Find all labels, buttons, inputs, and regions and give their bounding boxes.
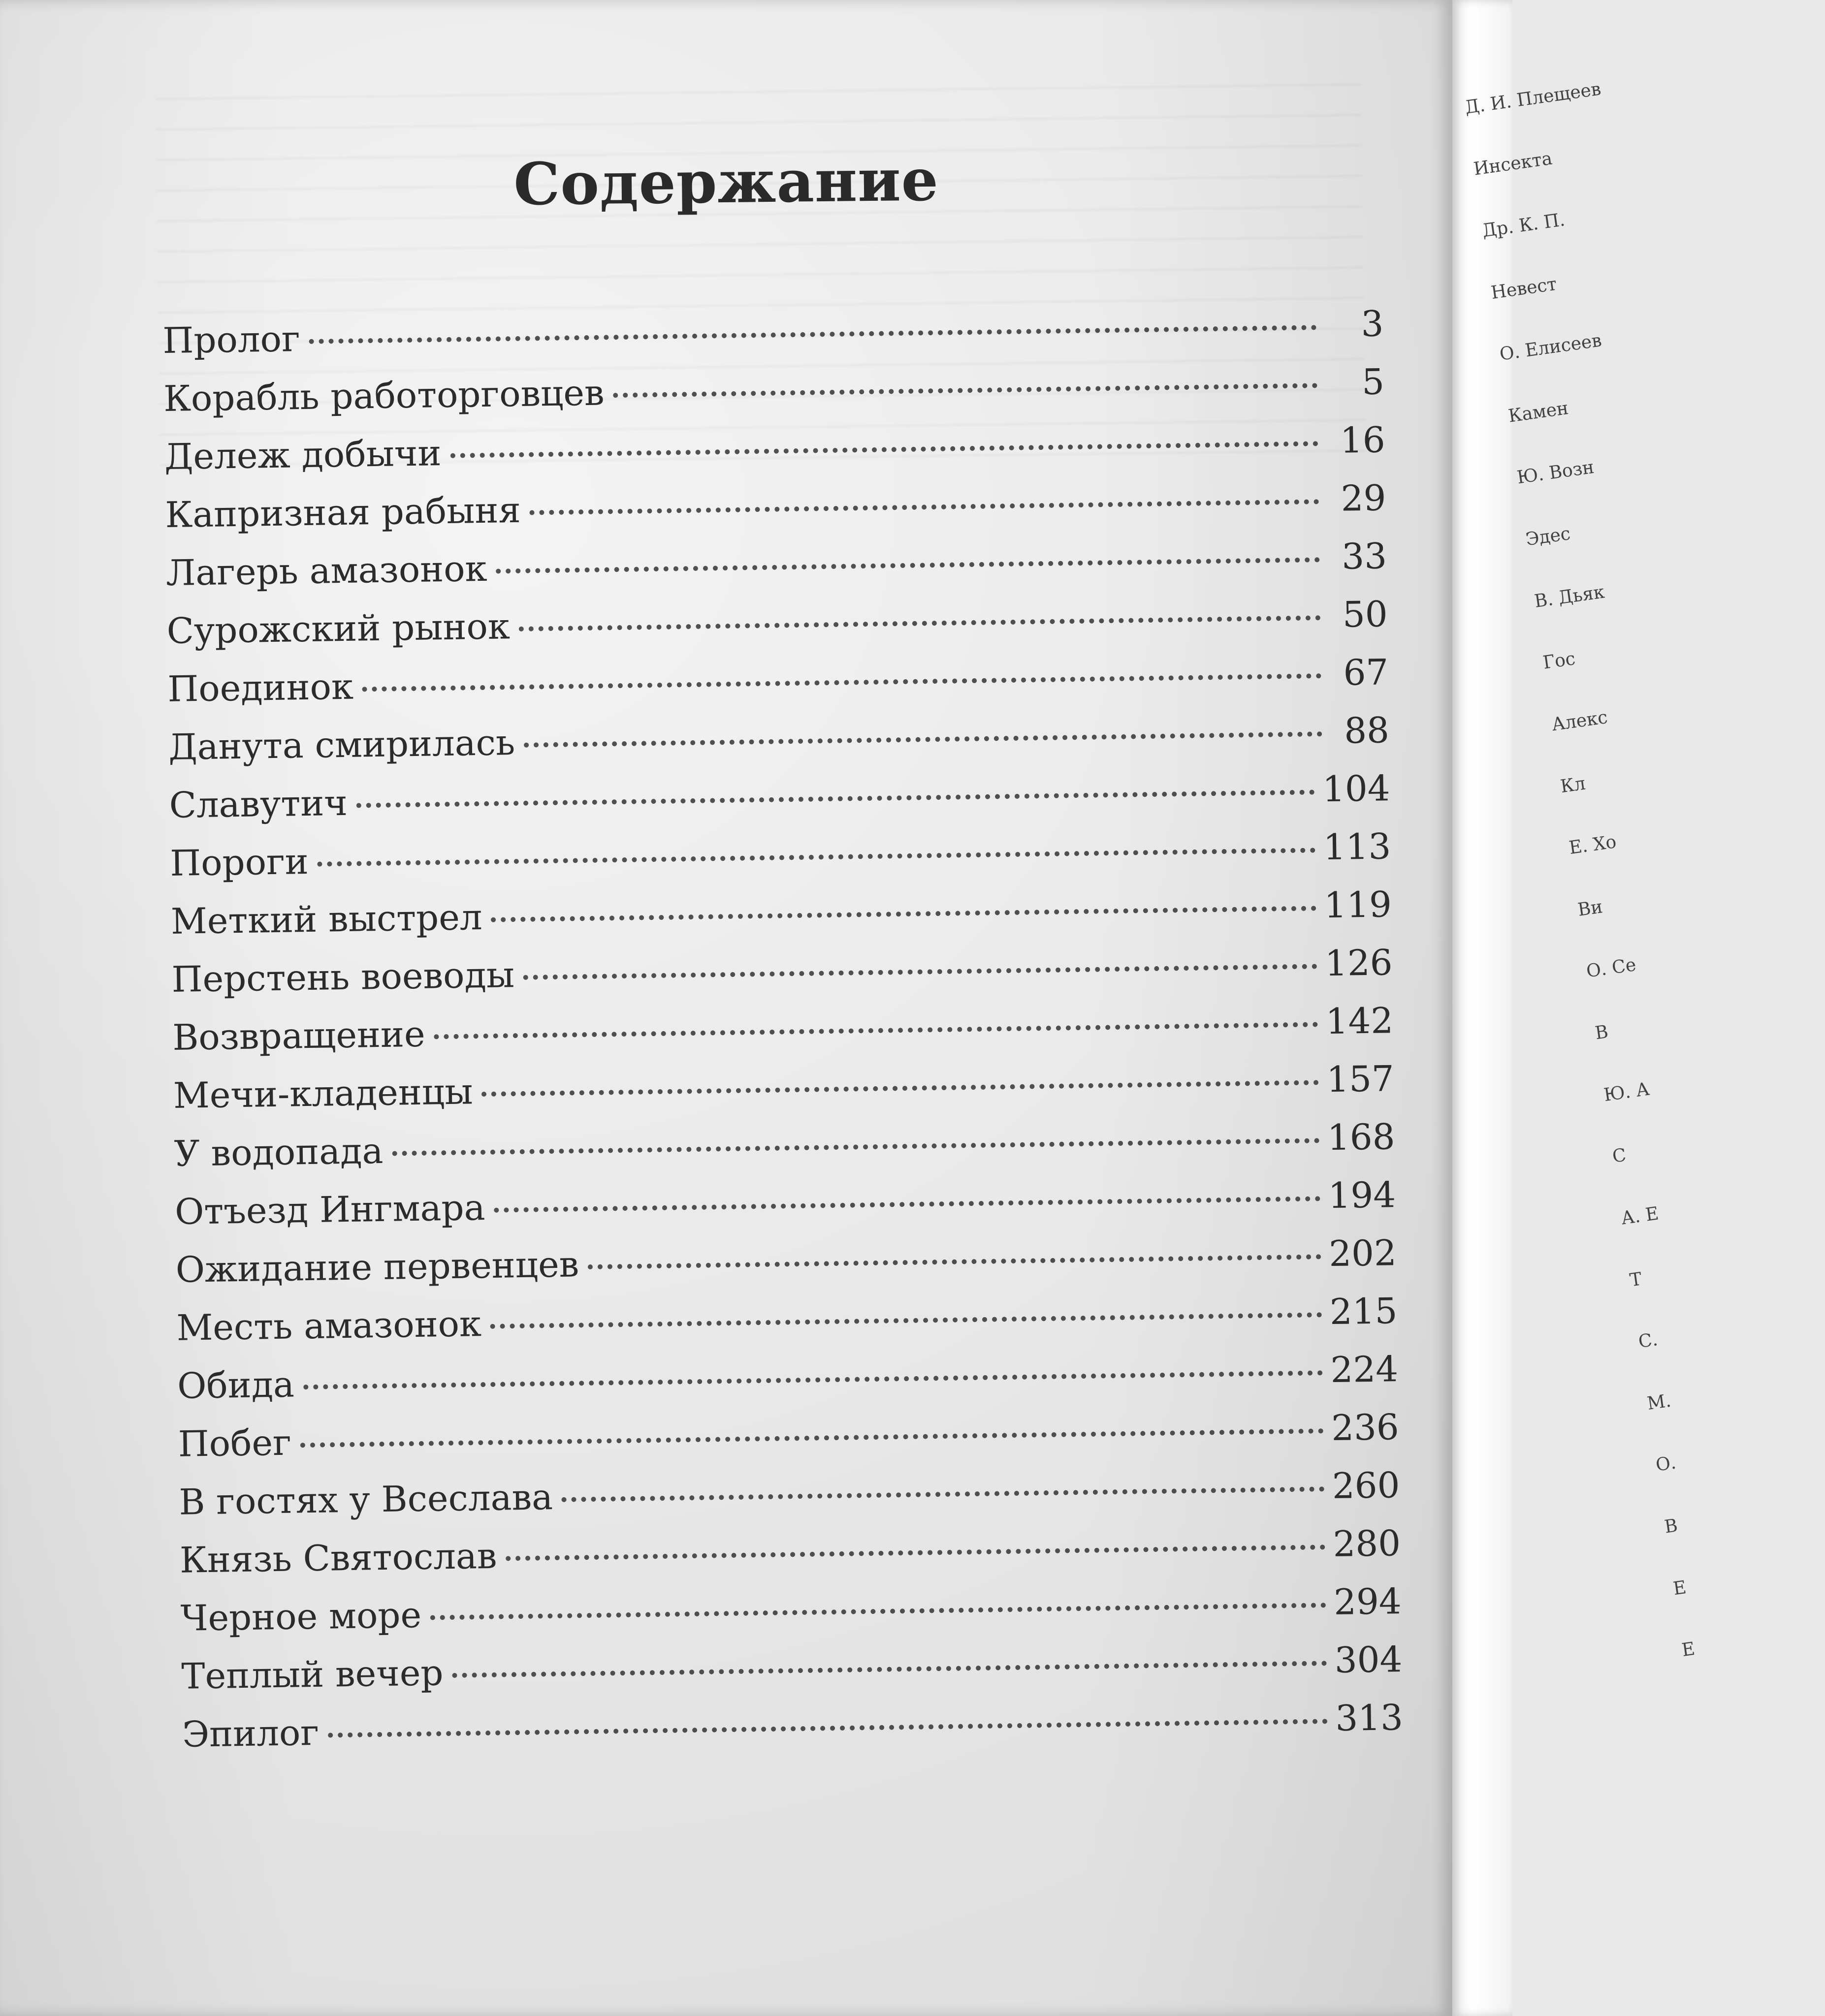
toc-item-page: 294	[1333, 1580, 1402, 1623]
toc-item-title: Обида	[177, 1363, 295, 1407]
adjacent-fragment: Ю. Возн	[1515, 457, 1596, 488]
toc-item-page: 157	[1326, 1058, 1395, 1101]
toc-leader-dots	[392, 1137, 1319, 1156]
toc-item-title: Лагерь амазонок	[165, 547, 488, 594]
toc-leader-dots	[452, 1660, 1327, 1678]
toc-item-title: Дележ добычи	[164, 432, 442, 477]
toc-item-page: 168	[1327, 1116, 1395, 1159]
toc-item-title: Перстень воеводы	[171, 954, 515, 1000]
table-of-contents	[162, 303, 1404, 1771]
adjacent-fragment: С	[1611, 1145, 1628, 1167]
toc-leader-dots	[434, 1021, 1318, 1039]
toc-item-page: 50	[1342, 593, 1388, 635]
adjacent-fragment: Инсекта	[1472, 148, 1554, 180]
toc-item-page: 3	[1360, 303, 1384, 345]
toc-item-page: 126	[1324, 942, 1393, 984]
toc-leader-dots	[481, 1079, 1318, 1097]
toc-item-page: 236	[1331, 1406, 1400, 1449]
toc-leader-dots	[491, 905, 1316, 922]
toc-leader-dots	[356, 789, 1314, 808]
toc-item-title: Эпилог	[182, 1711, 320, 1755]
toc-item-title: Князь Святослав	[179, 1535, 497, 1581]
adjacent-fragment: Камен	[1507, 398, 1570, 427]
toc-item-page: 215	[1329, 1290, 1398, 1333]
adjacent-fragment: Кл	[1559, 773, 1587, 797]
toc-item-title: Данута смирилась	[168, 722, 515, 768]
toc-item-title: Корабль работорговцев	[163, 372, 605, 419]
toc-item-title: У водопада	[174, 1130, 384, 1174]
toc-item-title: Теплый вечер	[181, 1652, 444, 1697]
toc-leader-dots	[562, 1486, 1324, 1502]
adjacent-fragment: Др. К. П.	[1481, 210, 1567, 242]
toc-item-page: 202	[1328, 1232, 1397, 1275]
toc-item-title: Капризная рабыня	[164, 489, 521, 536]
toc-item-title: Мечи-кладенцы	[173, 1071, 473, 1116]
toc-leader-dots	[523, 963, 1317, 980]
toc-leader-dots	[530, 499, 1319, 515]
toc-item-title: Ожидание первенцев	[175, 1243, 579, 1291]
toc-item-page: 224	[1330, 1348, 1399, 1391]
adjacent-fragment: В	[1594, 1022, 1610, 1044]
adjacent-fragment: Алекс	[1550, 707, 1609, 735]
toc-leader-dots	[588, 1254, 1321, 1269]
toc-item-title: Поединок	[167, 665, 354, 710]
toc-leader-dots	[303, 1370, 1323, 1389]
adjacent-fragment: О. Се	[1585, 955, 1637, 982]
toc-item-title: Меткий выстрел	[170, 896, 483, 942]
toc-leader-dots	[490, 1312, 1322, 1329]
toc-leader-dots	[496, 557, 1320, 573]
adjacent-fragment: О.	[1654, 1452, 1678, 1476]
toc-item-title: Возвращение	[172, 1013, 426, 1058]
adjacent-fragment: Е	[1672, 1577, 1688, 1599]
adjacent-fragment: М.	[1646, 1390, 1672, 1414]
toc-leader-dots	[506, 1544, 1325, 1561]
adjacent-fragment: А. Е	[1620, 1203, 1660, 1229]
toc-leader-dots	[430, 1602, 1326, 1620]
toc-leader-dots	[450, 441, 1318, 458]
adjacent-fragment: Невест	[1489, 274, 1558, 303]
toc-item-page: 88	[1344, 709, 1390, 752]
toc-item-page: 260	[1332, 1464, 1400, 1507]
toc-item-page: 280	[1332, 1522, 1401, 1565]
toc-item-page: 142	[1325, 1000, 1394, 1042]
toc-item-page: 119	[1323, 883, 1392, 926]
adjacent-fragment: В	[1663, 1515, 1679, 1538]
adjacent-fragment: С.	[1637, 1329, 1659, 1353]
toc-item-page: 304	[1334, 1638, 1403, 1681]
toc-item-page: 313	[1335, 1697, 1404, 1739]
toc-item-title: Пролог	[162, 318, 301, 361]
toc-item-title: Отъезд Ингмара	[174, 1187, 486, 1232]
toc-item-page: 67	[1343, 651, 1389, 693]
adjacent-page-edge	[1452, 0, 1697, 2016]
toc-item-page: 104	[1322, 767, 1391, 810]
toc-leader-dots	[300, 1428, 1324, 1448]
adjacent-fragment: Т	[1628, 1268, 1643, 1291]
adjacent-fragment: В. Дьяк	[1533, 582, 1606, 612]
page-title: Содержание	[513, 145, 939, 219]
adjacent-fragment: Гос	[1541, 649, 1577, 673]
toc-leader-dots	[519, 615, 1321, 631]
toc-item-title: Пороги	[169, 840, 309, 884]
toc-item-title: Сурожский рынок	[166, 605, 511, 652]
toc-item-title: Побег	[178, 1421, 292, 1465]
toc-item-page: 5	[1361, 361, 1385, 403]
adjacent-fragment: Д. И. Плещеев	[1464, 79, 1602, 118]
toc-item-title: Месть амазонок	[176, 1303, 482, 1349]
toc-leader-dots	[309, 324, 1317, 344]
adjacent-fragment: Ю. А	[1602, 1079, 1651, 1105]
toc-leader-dots	[524, 731, 1322, 748]
toc-item-title: Славутич	[169, 782, 348, 826]
toc-leader-dots	[318, 847, 1315, 866]
adjacent-fragment: Е	[1680, 1639, 1697, 1661]
toc-item-page: 29	[1341, 477, 1386, 519]
toc-leader-dots	[362, 673, 1322, 692]
toc-item-page: 194	[1328, 1174, 1396, 1217]
toc-item-page: 113	[1323, 825, 1391, 868]
toc-leader-dots	[328, 1718, 1328, 1737]
adjacent-fragment: Эдес	[1524, 523, 1572, 550]
adjacent-fragment: О. Елисеев	[1498, 330, 1603, 365]
toc-item-title: Черное море	[180, 1594, 422, 1639]
toc-leader-dots	[494, 1196, 1320, 1212]
adjacent-page-text	[1458, 48, 1767, 1703]
toc-item-title: В гостях у Всеслава	[178, 1476, 553, 1523]
toc-leader-dots	[613, 382, 1317, 398]
toc-item-page: 16	[1340, 419, 1386, 461]
toc-item-page: 33	[1341, 535, 1387, 577]
adjacent-fragment: Ви	[1576, 896, 1604, 920]
adjacent-fragment: Е. Хо	[1568, 832, 1618, 859]
